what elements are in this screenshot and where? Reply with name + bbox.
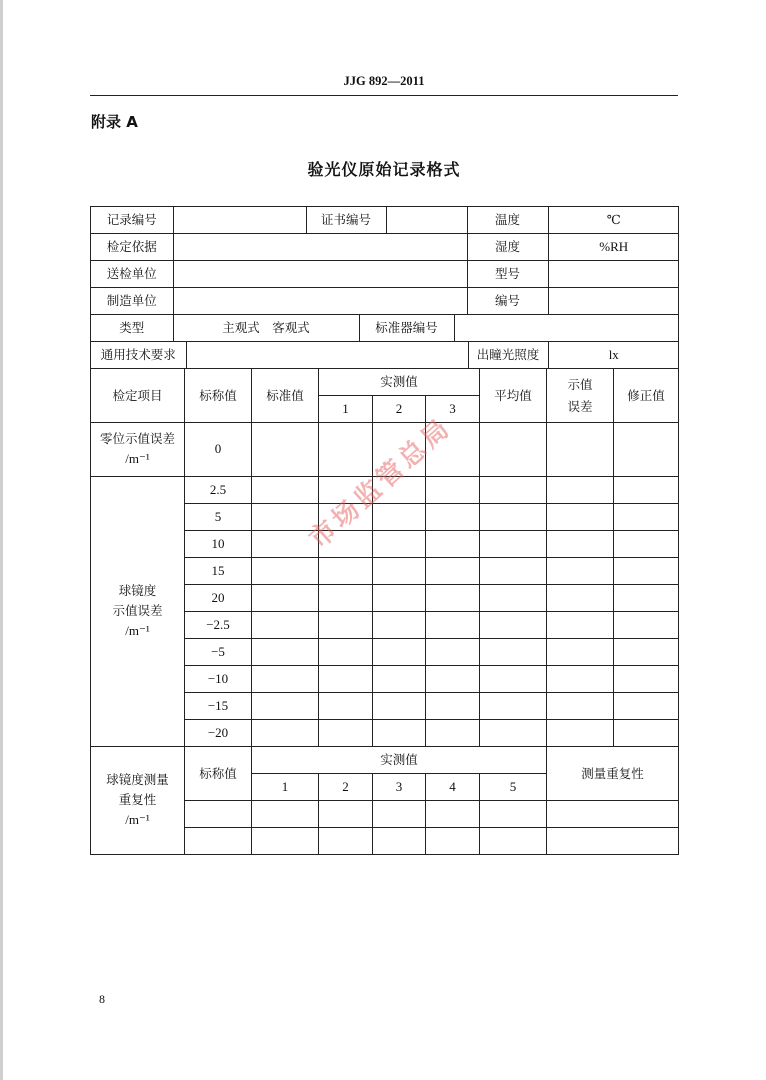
cell[interactable] <box>614 720 679 747</box>
cell[interactable] <box>373 720 426 747</box>
cell[interactable] <box>480 828 547 855</box>
sphere-nominal: −15 <box>185 693 252 720</box>
sphere-nominal: −5 <box>185 639 252 666</box>
repeat-col-2: 2 <box>319 774 373 801</box>
measured-col-1: 1 <box>319 396 373 423</box>
cell[interactable] <box>614 693 679 720</box>
sender-label: 送检单位 <box>91 261 173 287</box>
average-header: 平均值 <box>480 369 547 423</box>
cell[interactable] <box>614 639 679 666</box>
record-no-label: 记录编号 <box>91 207 173 233</box>
cell[interactable] <box>426 612 480 639</box>
cell[interactable] <box>252 558 319 585</box>
cell[interactable] <box>319 720 373 747</box>
repeat-col-4: 4 <box>426 774 480 801</box>
cell[interactable] <box>480 666 547 693</box>
zero-error-label-text: 零位示值误差 <box>99 431 175 447</box>
cell[interactable] <box>480 558 547 585</box>
cell[interactable] <box>426 666 480 693</box>
general-req-field[interactable] <box>186 342 468 368</box>
cell[interactable] <box>426 828 480 855</box>
cell[interactable] <box>614 612 679 639</box>
cell[interactable] <box>319 693 373 720</box>
cell[interactable] <box>480 504 547 531</box>
sphere-nominal: 15 <box>185 558 252 585</box>
standard-code-header: JJG 892—2011 <box>343 74 425 88</box>
cell[interactable] <box>480 639 547 666</box>
cell[interactable] <box>426 504 480 531</box>
type-options[interactable]: 主观式 客观式 <box>173 315 359 341</box>
indication-error-header: 示值误差 <box>547 369 614 423</box>
cell[interactable] <box>614 558 679 585</box>
cell[interactable] <box>480 693 547 720</box>
cell[interactable] <box>480 477 547 504</box>
cell[interactable] <box>373 666 426 693</box>
cell[interactable] <box>614 585 679 612</box>
certificate-no-label: 证书编号 <box>306 207 386 233</box>
cell[interactable] <box>547 801 679 828</box>
standard-header: 标准值 <box>252 369 319 423</box>
cell[interactable] <box>614 477 679 504</box>
measured-col-3: 3 <box>426 396 480 423</box>
model-label: 型号 <box>467 261 548 287</box>
cell[interactable] <box>185 828 252 855</box>
info-row-4 <box>91 288 679 315</box>
temperature-unit[interactable]: ℃ <box>606 212 621 227</box>
cell[interactable] <box>547 693 614 720</box>
cell[interactable] <box>426 585 480 612</box>
cell[interactable] <box>319 666 373 693</box>
cell[interactable] <box>426 801 480 828</box>
cell[interactable] <box>373 801 426 828</box>
cell[interactable] <box>614 666 679 693</box>
sphere-nominal: 5 <box>185 504 252 531</box>
cell[interactable] <box>614 423 679 477</box>
cell[interactable] <box>480 585 547 612</box>
certificate-no-field[interactable] <box>386 207 467 233</box>
cell[interactable] <box>319 828 373 855</box>
cell[interactable] <box>319 612 373 639</box>
cell[interactable] <box>373 828 426 855</box>
repeat-label-line1: 球镜度测量 <box>106 772 169 788</box>
cell[interactable] <box>426 531 480 558</box>
repeatability-header: 测量重复性 <box>547 747 679 801</box>
cell[interactable] <box>547 639 614 666</box>
cell[interactable] <box>547 423 614 477</box>
repeat-col-3: 3 <box>373 774 426 801</box>
header-rule <box>90 95 678 96</box>
repeat-nominal-header: 标称值 <box>185 747 252 801</box>
cell[interactable] <box>252 801 319 828</box>
cell[interactable] <box>614 504 679 531</box>
cell[interactable] <box>547 612 614 639</box>
cell[interactable] <box>480 612 547 639</box>
cell[interactable] <box>547 504 614 531</box>
page-edge <box>0 0 3 1080</box>
watermark-stamp: 市场监管总局 <box>304 412 458 555</box>
zero-nominal: 0 <box>185 423 252 477</box>
general-req-label: 通用技术要求 <box>91 342 186 368</box>
cell[interactable] <box>480 423 547 477</box>
record-no-field[interactable] <box>173 207 306 233</box>
cell[interactable] <box>373 504 426 531</box>
sphere-nominal: −10 <box>185 666 252 693</box>
sphere-nominal: −2.5 <box>185 612 252 639</box>
cell[interactable] <box>547 720 614 747</box>
cell[interactable] <box>319 585 373 612</box>
cell[interactable] <box>373 531 426 558</box>
cell[interactable] <box>319 639 373 666</box>
info-row-6 <box>91 342 679 369</box>
repeat-measured-header: 实测值 <box>252 747 547 774</box>
cell[interactable] <box>614 531 679 558</box>
cell[interactable] <box>480 720 547 747</box>
cell[interactable] <box>426 693 480 720</box>
cell[interactable] <box>373 585 426 612</box>
measured-header: 实测值 <box>319 369 480 396</box>
correction-header: 修正值 <box>614 369 679 423</box>
info-row-5 <box>91 315 679 342</box>
cell[interactable] <box>252 585 319 612</box>
sphere-nominal: 2.5 <box>185 477 252 504</box>
cell[interactable] <box>547 477 614 504</box>
cell[interactable] <box>480 801 547 828</box>
sphere-label-line2: 示值误差 <box>112 603 163 619</box>
humidity-label: 湿度 <box>467 234 548 260</box>
cell[interactable] <box>547 666 614 693</box>
cell[interactable] <box>547 828 679 855</box>
info-row-2 <box>91 234 679 261</box>
cell[interactable] <box>252 612 319 639</box>
basis-label: 检定依据 <box>91 234 173 260</box>
info-row-1 <box>91 207 679 234</box>
standard-no-field[interactable] <box>454 315 679 341</box>
humidity-unit[interactable]: %RH <box>599 238 629 254</box>
serial-label: 编号 <box>467 288 548 314</box>
type-label: 类型 <box>91 315 173 341</box>
cell[interactable] <box>252 666 319 693</box>
cell[interactable] <box>319 801 373 828</box>
cell[interactable] <box>426 477 480 504</box>
basis-field[interactable] <box>173 234 467 260</box>
sphere-nominal: −20 <box>185 720 252 747</box>
cell[interactable] <box>547 531 614 558</box>
cell[interactable] <box>426 558 480 585</box>
model-field[interactable] <box>548 261 679 287</box>
cell[interactable] <box>252 693 319 720</box>
sender-field[interactable] <box>173 261 467 287</box>
sphere-label <box>91 477 185 747</box>
temperature-label: 温度 <box>467 207 548 233</box>
sphere-label-line1: 球镜度 <box>118 583 157 599</box>
repeat-col-1: 1 <box>252 774 319 801</box>
page-number: 8 <box>99 992 105 1006</box>
manufacturer-label: 制造单位 <box>91 288 173 314</box>
page-title: 验光仪原始记录格式 <box>307 160 461 179</box>
cell[interactable] <box>426 720 480 747</box>
pupil-illuminance-label: 出瞳光照度 <box>468 342 548 368</box>
cell[interactable] <box>252 477 319 504</box>
appendix-label: 附录 A <box>91 113 138 131</box>
cell[interactable] <box>185 801 252 828</box>
cell[interactable] <box>373 612 426 639</box>
repeat-label <box>91 747 185 855</box>
serial-field[interactable] <box>548 288 679 314</box>
cell[interactable] <box>373 693 426 720</box>
repeat-col-5: 5 <box>480 774 547 801</box>
cell[interactable] <box>480 531 547 558</box>
sphere-nominal: 10 <box>185 531 252 558</box>
manufacturer-field[interactable] <box>173 288 467 314</box>
sphere-nominal: 20 <box>185 585 252 612</box>
zero-error-unit: /m⁻¹ <box>125 451 150 467</box>
cell[interactable] <box>252 720 319 747</box>
zero-error-label <box>91 423 185 477</box>
repeat-header-row-1 <box>91 747 679 774</box>
illuminance-unit[interactable]: lx <box>608 346 619 362</box>
sphere-unit: /m⁻¹ <box>125 623 150 639</box>
cell[interactable] <box>252 423 319 477</box>
measured-col-2: 2 <box>373 396 426 423</box>
repeat-unit: /m⁻¹ <box>125 812 150 828</box>
cell[interactable] <box>252 639 319 666</box>
nominal-header: 标称值 <box>185 369 252 423</box>
item-header: 检定项目 <box>91 369 185 423</box>
cell[interactable] <box>547 558 614 585</box>
cell[interactable] <box>319 558 373 585</box>
column-header-row-1 <box>91 369 679 396</box>
cell[interactable] <box>426 639 480 666</box>
cell[interactable] <box>373 558 426 585</box>
record-form-table <box>90 206 679 855</box>
repeat-label-line2: 重复性 <box>118 792 157 808</box>
cell[interactable] <box>373 639 426 666</box>
cell[interactable] <box>252 828 319 855</box>
standard-no-label: 标准器编号 <box>359 315 454 341</box>
info-row-3 <box>91 261 679 288</box>
cell[interactable] <box>547 585 614 612</box>
